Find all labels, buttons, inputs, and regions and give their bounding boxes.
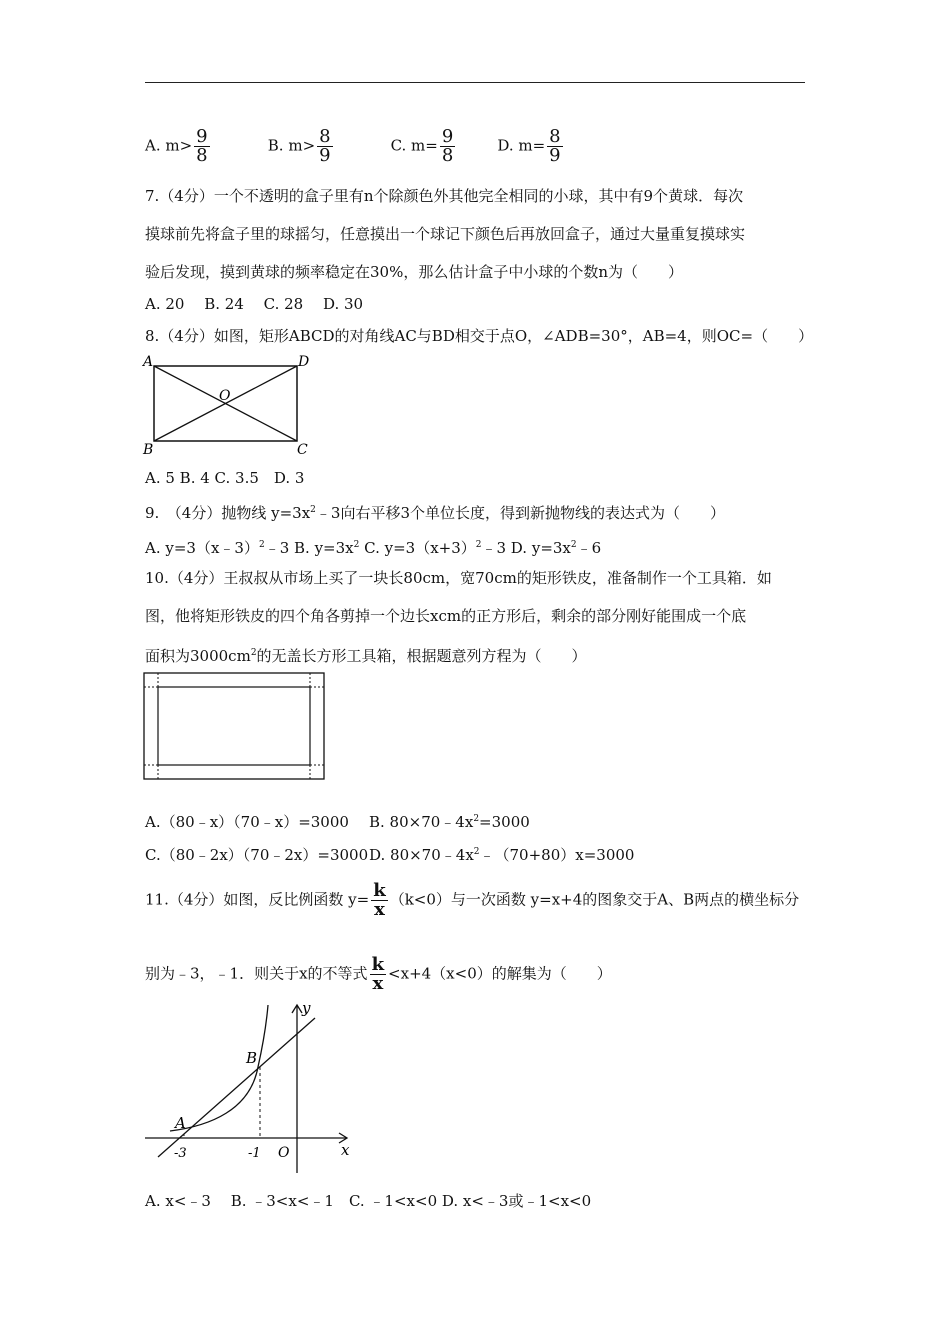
label-a: A bbox=[143, 354, 154, 370]
q9-options: A. y=3（x﹣3）$^2$﹣3 B. $y=3x^2$ C. $y=3(x+3)^2﹣3$ D. $y=3x^2﹣6$ bbox=[145, 539, 602, 557]
q10-options-ab: A.（80﹣x）（70﹣x）=3000 B. $80\times 70﹣4x^2=3000$ bbox=[145, 813, 530, 831]
point-a-label: A bbox=[175, 1114, 186, 1132]
q11-line2: 别为﹣3，﹣1．则关于x的不等式 $\frac{k}{x}$ <x+4（x<0）的解集为（ ） bbox=[145, 954, 612, 994]
q11-line1: 11.（4分）如图，反比例函数 y= $\frac{k}{x}$ （k<0）与一次函数 y=x+4的图象交于A、B两点的横坐标分 bbox=[145, 880, 800, 920]
q6-options: A. m> $\frac{9}{8}$ B. m> $\frac{8}{9}$ C. m= $\frac{9}{8}$ D. m= $\frac{8}{9}$ bbox=[145, 126, 561, 166]
q10-line3: 面积为$3000cm^2$的无盖长方形工具箱，根据题意列方程为（ ） bbox=[145, 647, 587, 665]
q8-options: A. 5 B. 4 C. 3.5 D. 3 bbox=[145, 469, 305, 487]
tick-minus3: -3 bbox=[174, 1146, 187, 1161]
q7-line1: 7.（4分）一个不透明的盒子里有n个除颜色外其他完全相同的小球，其中有9个黄球．每次 bbox=[145, 187, 744, 205]
q10-line2: 图，他将矩形铁皮的四个角各剪掉一个边长xcm的正方形后，剩余的部分刚好能围成一个底 bbox=[145, 607, 747, 625]
q7-options: A. 20 B. 24 C. 28 D. 30 bbox=[145, 295, 364, 313]
label-c: C bbox=[297, 442, 308, 458]
header-rule bbox=[145, 82, 805, 83]
rectangle-figure bbox=[140, 352, 320, 460]
function-graph bbox=[140, 995, 360, 1180]
label-b: B bbox=[143, 442, 154, 458]
q8-stem: 8.（4分）如图，矩形ABCD的对角线AC与BD相交于点O，∠ADB=30°，AB=4，则OC=（ ） bbox=[145, 327, 814, 345]
label-o: O bbox=[219, 388, 231, 404]
iron-sheet-figure bbox=[143, 672, 327, 782]
q11-options: A. x<﹣3 B. ﹣3<x<﹣1 C. ﹣1<x<0 D. x<﹣3或﹣1<x<0 bbox=[145, 1192, 592, 1210]
q10-line1: 10.（4分）王叔叔从市场上买了一块长80cm，宽70cm的矩形铁皮，准备制作一个工具箱．如 bbox=[145, 569, 772, 587]
q10-options-cd: C.（80﹣2x）（70﹣2x）=3000D. $80\times 70﹣4x^2﹣(70+80)x=3000$ bbox=[145, 846, 635, 864]
origin-label: O bbox=[278, 1145, 290, 1161]
q7-line3: 验后发现，摸到黄球的频率稳定在30%，那么估计盒子中小球的个数n为（ ） bbox=[145, 263, 684, 281]
axis-y-label: y bbox=[302, 999, 311, 1017]
axis-x-label: x bbox=[341, 1141, 350, 1159]
q9-stem: 9. （4分）抛物线 $y=3x^2﹣3$向右平移3个单位长度，得到新抛物线的表达式为（ ） bbox=[145, 504, 725, 522]
tick-minus1: -1 bbox=[248, 1146, 261, 1161]
point-b-label: B bbox=[246, 1049, 258, 1067]
q7-line2: 摸球前先将盒子里的球摇匀，任意摸出一个球记下颜色后再放回盒子，通过大量重复摸球实 bbox=[145, 225, 746, 243]
label-d: D bbox=[298, 354, 310, 370]
